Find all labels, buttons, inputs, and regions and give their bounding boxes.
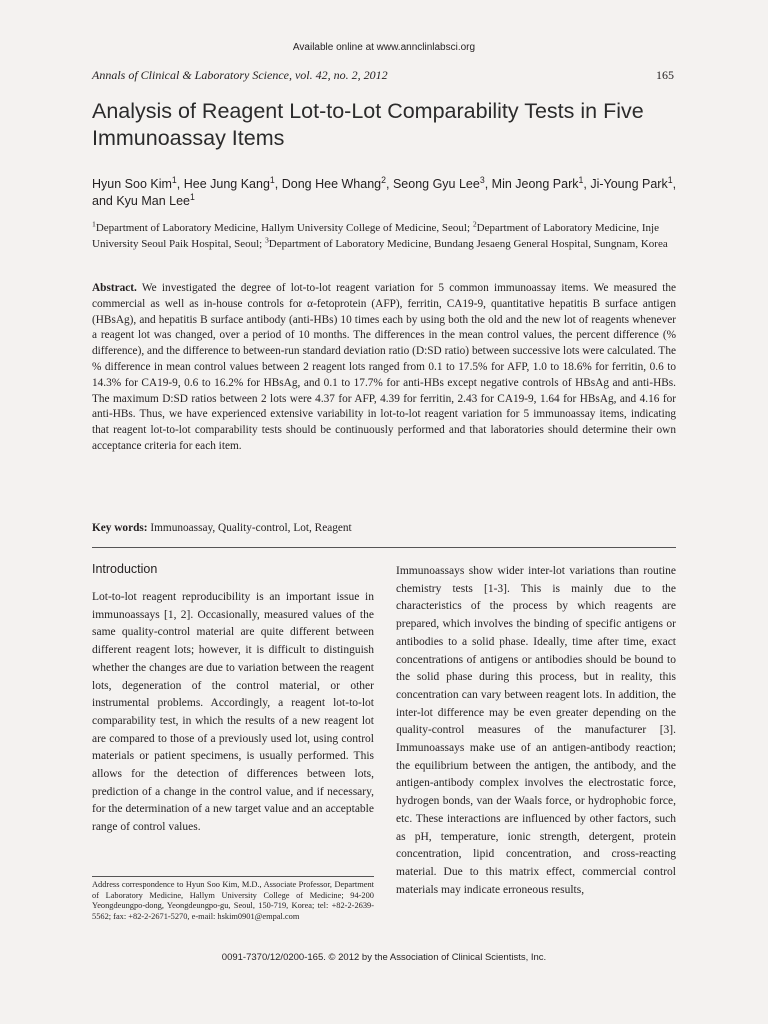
article-title: Analysis of Reagent Lot-to-Lot Comparability Tests in Five Immunoassay Items	[92, 99, 644, 150]
author-affiliation-mark: 1	[578, 174, 584, 185]
left-column	[92, 562, 374, 837]
affiliation-text: Department of Laboratory Medicine, Inje University Seoul Paik Hospital, Seoul;	[92, 222, 659, 250]
affiliation-number: 1	[92, 219, 96, 229]
affiliation-number: 3	[264, 235, 269, 245]
introduction-paragraph-left: Lot-to-lot reagent reproducibility is an important issue in immunoassays [1, 2]. Occasionally, measured values of the same quality-control material are quite different between different reagent lots; however, it is difficult to distinguish whether the changes are due to variation between the reagent lots, degeneration of the control material, or other instrumental problems. Accordingly, a reagent lot-to-lot comparability test, in which the results of a new reagent lot are compared to those of a previously used lot, using control materials or patient specimens, is usually performed. This allows for the detection of differences between lots, prediction of a change in the control value, and if necessary, for the determination of a new target value and an acceptable range of control values.	[92, 591, 374, 834]
author-name: Dong Hee Whang	[281, 177, 382, 191]
keywords	[92, 522, 352, 534]
author-list: Hyun Soo Kim$^1$, Hee Jung Kang$^1$, Dong Hee Whang$^2$, Seong Gyu Lee$^3$, Min Jeong Park$^1$, Ji-Young Park$^1$, and Kyu Man Lee$^1$	[92, 174, 677, 208]
author-name: Ji-Young Park	[590, 177, 668, 191]
footnote-divider	[92, 876, 374, 877]
section-divider	[92, 547, 676, 548]
introduction-heading: Introduction	[92, 562, 158, 576]
author-affiliation-mark: 1	[269, 174, 275, 185]
author-affiliation-mark: 1	[190, 191, 195, 202]
introduction-paragraph-right: Immunoassays show wider inter-lot variations than routine chemistry tests [1-3]. This is mainly due to the characteristics of the process by which reagents are prepared, which involves the binding of specific antigens or antibodies to a solid phase. Ideally, time after time, exact concentrations of antigens or antibodies should be bound to the solid phase during this process, but in reality, this concentration can vary between reagent lots. In addition, the inter-lot difference may be even greater depending on the quality-control measures of the manufacturer [3]. Immunoassays make use of an antigen-antibody reaction; the equilibrium between the antigen, the antibody, and the antigen-antibody complex involves the electrostatic force, hydrogen bonds, van der Waals force, or hydrophobic force, etc. These interactions are influenced by other factors, such as pH, temperature, ionic strength, detergent, protein concentration, lipid concentration, and cross-reacting material. Due to this matrix effect, commercial control materials may indicate erroneous results,	[396, 565, 676, 896]
abstract-text: We investigated the degree of lot-to-lot reagent variation for 5 common immunoassay items. We measured the commercial as well as in-house controls for α-fetoprotein (AFP), ferritin, CA19-9, quantitative hepatitis B surface antigen (HBsAg), and hepatitis B surface antibody (anti-HBs) 10 times each by using both the old and the new lot of reagents whenever a reagent lot was changed, over a period of 10 months. The differences in the mean control values, the percent difference (% difference), and the difference to between-run standard deviation ratio (D:SD ratio) between successive lots were calculated. The % difference in mean control values between 2 reagent lots ranged from 0.1 to 17.5% for AFP, 1.0 to 18.6% for ferritin, 0.6 to 14.3% for CA19-9, 0.6 to 16.2% for HBsAg, and 0.1 to 17.7% for anti-HBs except negative controls of HBsAg and anti-HBs. The maximum D:SD ratios between 2 lots were 4.37 for AFP, 4.39 for ferritin, 2.43 for CA19-9, 1.64 for HBsAg, and 4.16 for anti-HBs. Thus, we have experienced extensive variability in lot-to-lot reagent variation for 5 immunoassay items, indicating that reagent lot-to-lot comparability tests should be continuously performed and that laboratories should determine their own acceptance criteria for each item.	[92, 282, 676, 452]
abstract	[92, 281, 676, 455]
affiliation-number: 2	[472, 219, 477, 229]
author-affiliation-mark: 1	[171, 174, 177, 185]
keywords-text: Immunoassay, Quality-control, Lot, Reagent	[150, 522, 352, 534]
author-affiliation-mark: 2	[381, 174, 386, 185]
journal-website-url[interactable]: Available online at www.annclinlabsci.org	[292, 42, 476, 53]
author-name: Hyun Soo Kim	[92, 177, 172, 191]
author-name: and Kyu Man Lee	[92, 194, 190, 208]
author-name: Min Jeong Park	[491, 177, 579, 191]
correspondence-footnote: Address correspondence to Hyun Soo Kim, M.D., Associate Professor, Department of Laboratory Medicine, Hallym University College of Medicine; 94-200 Yeongdeungpo-dong, Yeongdeungpo-gu, Seoul, 150-719, Korea; tel: +82-2-2639-5562; fax: +82-2-2671-5270, e-mail: hskim0901@empal.com	[92, 880, 374, 921]
keywords-label: Key words:	[92, 522, 148, 534]
affiliations	[92, 220, 682, 252]
author-name: Seong Gyu Lee	[392, 177, 480, 191]
author-affiliation-mark: 3	[479, 174, 485, 185]
author-name: Hee Jung Kang	[183, 177, 270, 191]
author-affiliation-mark: 1	[667, 174, 673, 185]
right-column	[396, 563, 676, 899]
journal-citation: Annals of Clinical & Laboratory Science, vol. 42, no. 2, 2012	[92, 68, 388, 82]
copyright-line: 0091-7370/12/0200-165. © 2012 by the Association of Clinical Scientists, Inc.	[221, 952, 547, 963]
affiliation-text: Department of Laboratory Medicine, Hallym University College of Medicine, Seoul;	[95, 222, 473, 234]
page-number: 165	[656, 68, 674, 82]
affiliation-text: Department of Laboratory Medicine, Bundang Jesaeng General Hospital, Sungnam, Korea	[268, 238, 668, 250]
abstract-label: Abstract.	[92, 282, 137, 294]
